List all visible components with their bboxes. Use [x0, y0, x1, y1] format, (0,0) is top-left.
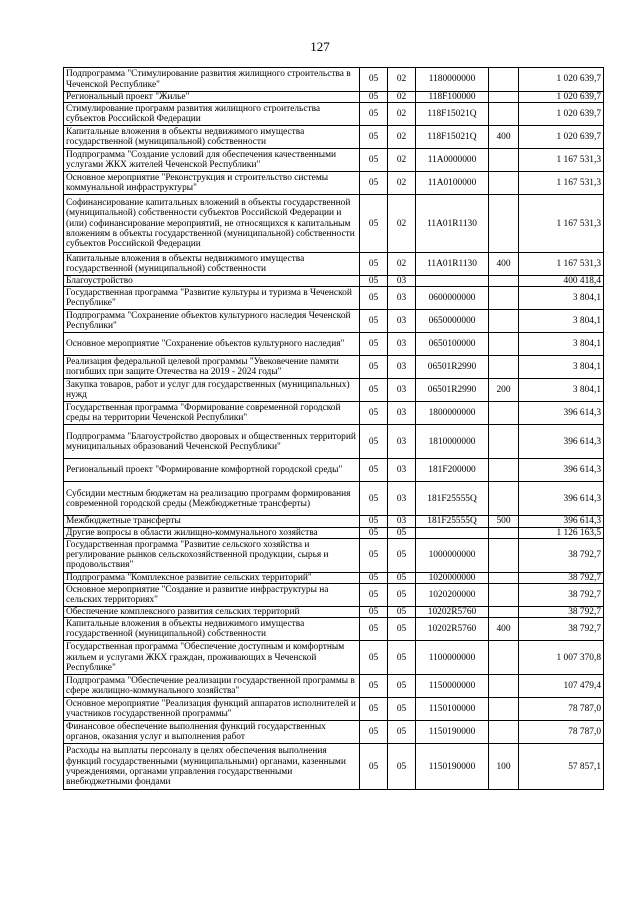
subsection-code: 03 [388, 516, 416, 527]
expense-name: Подпрограмма "Сохранение объектов культурного наследия Чеченской Республики" [64, 310, 360, 333]
section-code: 05 [360, 276, 388, 287]
target-article-code: 1810000000 [416, 425, 489, 459]
expense-name: Региональный проект "Формирование комфортной городской среды" [64, 459, 360, 482]
expense-name: Государственная программа "Формирование современной городской среды на территории Чеченской Республики" [64, 402, 360, 425]
section-code: 05 [360, 618, 388, 641]
amount: 1 020 639,7 [519, 103, 604, 126]
expense-name: Финансовое обеспечение выполнения функций государственных органов, оказания услуг и выполнения работ [64, 721, 360, 744]
expense-type-code [489, 527, 519, 538]
amount: 400 418,4 [519, 276, 604, 287]
expense-name: Региональный проект "Жилье" [64, 92, 360, 103]
table-row [64, 195, 604, 253]
amount: 78 787,0 [519, 698, 604, 721]
expense-type-code [489, 538, 519, 572]
section-code: 05 [360, 482, 388, 516]
expense-name: Другие вопросы в области жилищно-коммунального хозяйства [64, 527, 360, 538]
amount: 3 804,1 [519, 333, 604, 356]
expense-type-code: 200 [489, 379, 519, 402]
subsection-code: 02 [388, 149, 416, 172]
target-article-code: 11A0000000 [416, 149, 489, 172]
amount: 396 614,3 [519, 402, 604, 425]
amount: 3 804,1 [519, 287, 604, 310]
expense-type-code [489, 333, 519, 356]
expense-type-code [489, 172, 519, 195]
section-code: 05 [360, 356, 388, 379]
subsection-code: 05 [388, 527, 416, 538]
section-code: 05 [360, 538, 388, 572]
section-code: 05 [360, 425, 388, 459]
table-row [64, 675, 604, 698]
amount: 3 804,1 [519, 356, 604, 379]
amount: 1 020 639,7 [519, 92, 604, 103]
budget-table-body [64, 68, 604, 790]
section-code: 05 [360, 675, 388, 698]
target-article-code: 10202R5760 [416, 618, 489, 641]
expense-type-code [489, 572, 519, 583]
table-row [64, 721, 604, 744]
table-row [64, 92, 604, 103]
target-article-code: 181F25555Q [416, 482, 489, 516]
expense-type-code: 400 [489, 253, 519, 276]
section-code: 05 [360, 527, 388, 538]
subsection-code: 05 [388, 721, 416, 744]
section-code: 05 [360, 253, 388, 276]
expense-name: Основное мероприятие "Создание и развитие инфраструктуры на сельских территориях" [64, 584, 360, 607]
target-article-code: 0600000000 [416, 287, 489, 310]
subsection-code: 05 [388, 538, 416, 572]
target-article-code: 181F25555Q [416, 516, 489, 527]
amount: 38 792,7 [519, 584, 604, 607]
section-code: 05 [360, 103, 388, 126]
subsection-code: 05 [388, 675, 416, 698]
subsection-code: 03 [388, 310, 416, 333]
table-row [64, 287, 604, 310]
subsection-code: 03 [388, 333, 416, 356]
subsection-code: 02 [388, 172, 416, 195]
table-row [64, 607, 604, 618]
expense-name: Государственная программа "Обеспечение доступным и комфортным жильем и услугами ЖКХ граждан, проживающих в Чеченской Республике" [64, 641, 360, 675]
section-code: 05 [360, 459, 388, 482]
section-code: 05 [360, 287, 388, 310]
target-article-code: 1150100000 [416, 698, 489, 721]
expense-type-code [489, 287, 519, 310]
subsection-code: 02 [388, 126, 416, 149]
subsection-code: 03 [388, 482, 416, 516]
target-article-code: 1150000000 [416, 675, 489, 698]
expense-name: Софинансирование капитальных вложений в объекты государственной (муниципальной) собственности субъектов Российской Федерации и (или) софинансирование мероприятий, не относящихся к капитальным вложениям в объекты государственной (муниципальной) собственности субъектов Российской Федерации [64, 195, 360, 253]
expense-name: Благоустройство [64, 276, 360, 287]
expense-type-code [489, 68, 519, 92]
target-article-code: 11A0100000 [416, 172, 489, 195]
section-code: 05 [360, 698, 388, 721]
budget-table [63, 67, 604, 790]
expense-name: Расходы на выплаты персоналу в целях обеспечения выполнения функций государственными (муниципальными) органами, казенными учреждениями, органами управления государственными внебюджетными фондами [64, 744, 360, 790]
table-row [64, 572, 604, 583]
section-code: 05 [360, 584, 388, 607]
table-row [64, 482, 604, 516]
table-row [64, 333, 604, 356]
table-row [64, 425, 604, 459]
subsection-code: 03 [388, 459, 416, 482]
target-article-code: 1100000000 [416, 641, 489, 675]
target-article-code: 06501R2990 [416, 379, 489, 402]
table-row [64, 527, 604, 538]
expense-name: Основное мероприятие "Сохранение объектов культурного наследия" [64, 333, 360, 356]
expense-name: Закупка товаров, работ и услуг для государственных (муниципальных) нужд [64, 379, 360, 402]
target-article-code: 1800000000 [416, 402, 489, 425]
subsection-code: 03 [388, 356, 416, 379]
expense-name: Капитальные вложения в объекты недвижимого имущества государственной (муниципальной) собственности [64, 618, 360, 641]
expense-type-code [489, 195, 519, 253]
table-row [64, 698, 604, 721]
subsection-code: 02 [388, 253, 416, 276]
expense-name: Подпрограмма "Обеспечение реализации государственной программы в сфере жилищно-коммунального хозяйства" [64, 675, 360, 698]
expense-type-code: 400 [489, 618, 519, 641]
subsection-code: 05 [388, 641, 416, 675]
target-article-code: 118F15021Q [416, 103, 489, 126]
target-article-code: 10202R5760 [416, 607, 489, 618]
expense-name: Подпрограмма "Комплексное развитие сельских территорий" [64, 572, 360, 583]
expense-type-code: 400 [489, 126, 519, 149]
section-code: 05 [360, 68, 388, 92]
table-row [64, 253, 604, 276]
subsection-code: 03 [388, 287, 416, 310]
expense-type-code [489, 459, 519, 482]
subsection-code: 03 [388, 402, 416, 425]
expense-type-code [489, 103, 519, 126]
expense-type-code [489, 721, 519, 744]
table-row [64, 149, 604, 172]
table-row [64, 538, 604, 572]
subsection-code: 03 [388, 379, 416, 402]
target-article-code: 0650100000 [416, 333, 489, 356]
target-article-code: 1020000000 [416, 572, 489, 583]
table-row [64, 379, 604, 402]
expense-type-code [489, 425, 519, 459]
expense-type-code [489, 402, 519, 425]
expense-name: Обеспечение комплексного развития сельских территорий [64, 607, 360, 618]
table-row [64, 641, 604, 675]
table-row [64, 584, 604, 607]
expense-name: Основное мероприятие "Реконструкция и строительство системы коммунальной инфраструктуры" [64, 172, 360, 195]
expense-name: Субсидии местным бюджетам на реализацию программ формирования современной городской среды (Межбюджетные трансферты) [64, 482, 360, 516]
section-code: 05 [360, 721, 388, 744]
target-article-code: 1180000000 [416, 68, 489, 92]
amount: 1 126 163,5 [519, 527, 604, 538]
section-code: 05 [360, 607, 388, 618]
amount: 78 787,0 [519, 721, 604, 744]
subsection-code: 02 [388, 92, 416, 103]
expense-name: Межбюджетные трансферты [64, 516, 360, 527]
table-row [64, 68, 604, 92]
page-number: 127 [310, 39, 330, 54]
table-row [64, 402, 604, 425]
section-code: 05 [360, 92, 388, 103]
section-code: 05 [360, 402, 388, 425]
table-row [64, 459, 604, 482]
target-article-code [416, 276, 489, 287]
expense-type-code [489, 149, 519, 172]
target-article-code: 0650000000 [416, 310, 489, 333]
section-code: 05 [360, 172, 388, 195]
amount: 1 167 531,3 [519, 172, 604, 195]
amount: 3 804,1 [519, 310, 604, 333]
section-code: 05 [360, 149, 388, 172]
amount: 396 614,3 [519, 459, 604, 482]
section-code: 05 [360, 195, 388, 253]
expense-type-code [489, 310, 519, 333]
expense-name: Основное мероприятие "Реализация функций аппаратов исполнителей и участников государственной программы" [64, 698, 360, 721]
table-row [64, 310, 604, 333]
table-row [64, 356, 604, 379]
expense-name: Стимулирование программ развития жилищного строительства субъектов Российской Федерации [64, 103, 360, 126]
table-row [64, 103, 604, 126]
expense-type-code [489, 584, 519, 607]
section-code: 05 [360, 379, 388, 402]
table-row [64, 172, 604, 195]
target-article-code: 1000000000 [416, 538, 489, 572]
section-code: 05 [360, 572, 388, 583]
subsection-code: 02 [388, 195, 416, 253]
amount: 57 857,1 [519, 744, 604, 790]
expense-type-code [489, 698, 519, 721]
subsection-code: 03 [388, 425, 416, 459]
subsection-code: 05 [388, 698, 416, 721]
subsection-code: 05 [388, 584, 416, 607]
section-code: 05 [360, 744, 388, 790]
section-code: 05 [360, 333, 388, 356]
section-code: 05 [360, 516, 388, 527]
subsection-code: 05 [388, 572, 416, 583]
expense-type-code [489, 276, 519, 287]
section-code: 05 [360, 126, 388, 149]
expense-name: Реализация федеральной целевой программы "Увековечение памяти погибших при защите Отечества на 2019 - 2024 годы" [64, 356, 360, 379]
amount: 1 020 639,7 [519, 126, 604, 149]
amount: 38 792,7 [519, 607, 604, 618]
target-article-code: 181F200000 [416, 459, 489, 482]
table-row [64, 276, 604, 287]
expense-type-code: 100 [489, 744, 519, 790]
amount: 396 614,3 [519, 516, 604, 527]
target-article-code: 118F100000 [416, 92, 489, 103]
section-code: 05 [360, 641, 388, 675]
subsection-code: 03 [388, 276, 416, 287]
amount: 107 479,4 [519, 675, 604, 698]
expense-name: Государственная программа "Развитие культуры и туризма в Чеченской Республике" [64, 287, 360, 310]
expense-type-code [489, 356, 519, 379]
table-row [64, 744, 604, 790]
amount: 1 020 639,7 [519, 68, 604, 92]
expense-type-code [489, 641, 519, 675]
target-article-code: 06501R2990 [416, 356, 489, 379]
subsection-code: 02 [388, 103, 416, 126]
amount: 396 614,3 [519, 482, 604, 516]
expense-name: Подпрограмма "Стимулирование развития жилищного строительства в Чеченской Республике" [64, 68, 360, 92]
amount: 396 614,3 [519, 425, 604, 459]
target-article-code: 118F15021Q [416, 126, 489, 149]
amount: 1 007 370,8 [519, 641, 604, 675]
subsection-code: 02 [388, 68, 416, 92]
expense-type-code [489, 92, 519, 103]
subsection-code: 05 [388, 607, 416, 618]
amount: 1 167 531,3 [519, 195, 604, 253]
target-article-code: 11A01R1130 [416, 195, 489, 253]
amount: 1 167 531,3 [519, 149, 604, 172]
target-article-code [416, 527, 489, 538]
expense-name: Подпрограмма "Создание условий для обеспечения качественными услугами ЖКХ жителей Чеченской Республики" [64, 149, 360, 172]
amount: 38 792,7 [519, 618, 604, 641]
amount: 1 167 531,3 [519, 253, 604, 276]
expense-type-code: 500 [489, 516, 519, 527]
table-row [64, 126, 604, 149]
table-row [64, 618, 604, 641]
expense-name: Капитальные вложения в объекты недвижимого имущества государственной (муниципальной) собственности [64, 253, 360, 276]
subsection-code: 05 [388, 744, 416, 790]
target-article-code: 11A01R1130 [416, 253, 489, 276]
amount: 38 792,7 [519, 572, 604, 583]
table-row [64, 516, 604, 527]
target-article-code: 1020200000 [416, 584, 489, 607]
amount: 38 792,7 [519, 538, 604, 572]
expense-type-code [489, 482, 519, 516]
expense-name: Государственная программа "Развитие сельского хозяйства и регулирование рынков сельскохозяйственной продукции, сырья и продовольствия" [64, 538, 360, 572]
subsection-code: 05 [388, 618, 416, 641]
target-article-code: 1150190000 [416, 744, 489, 790]
amount: 3 804,1 [519, 379, 604, 402]
expense-type-code [489, 675, 519, 698]
expense-type-code [489, 607, 519, 618]
target-article-code: 1150190000 [416, 721, 489, 744]
section-code: 05 [360, 310, 388, 333]
expense-name: Капитальные вложения в объекты недвижимого имущества государственной (муниципальной) собственности [64, 126, 360, 149]
expense-name: Подпрограмма "Благоустройство дворовых и общественных территорий муниципальных образований Чеченской Республики" [64, 425, 360, 459]
